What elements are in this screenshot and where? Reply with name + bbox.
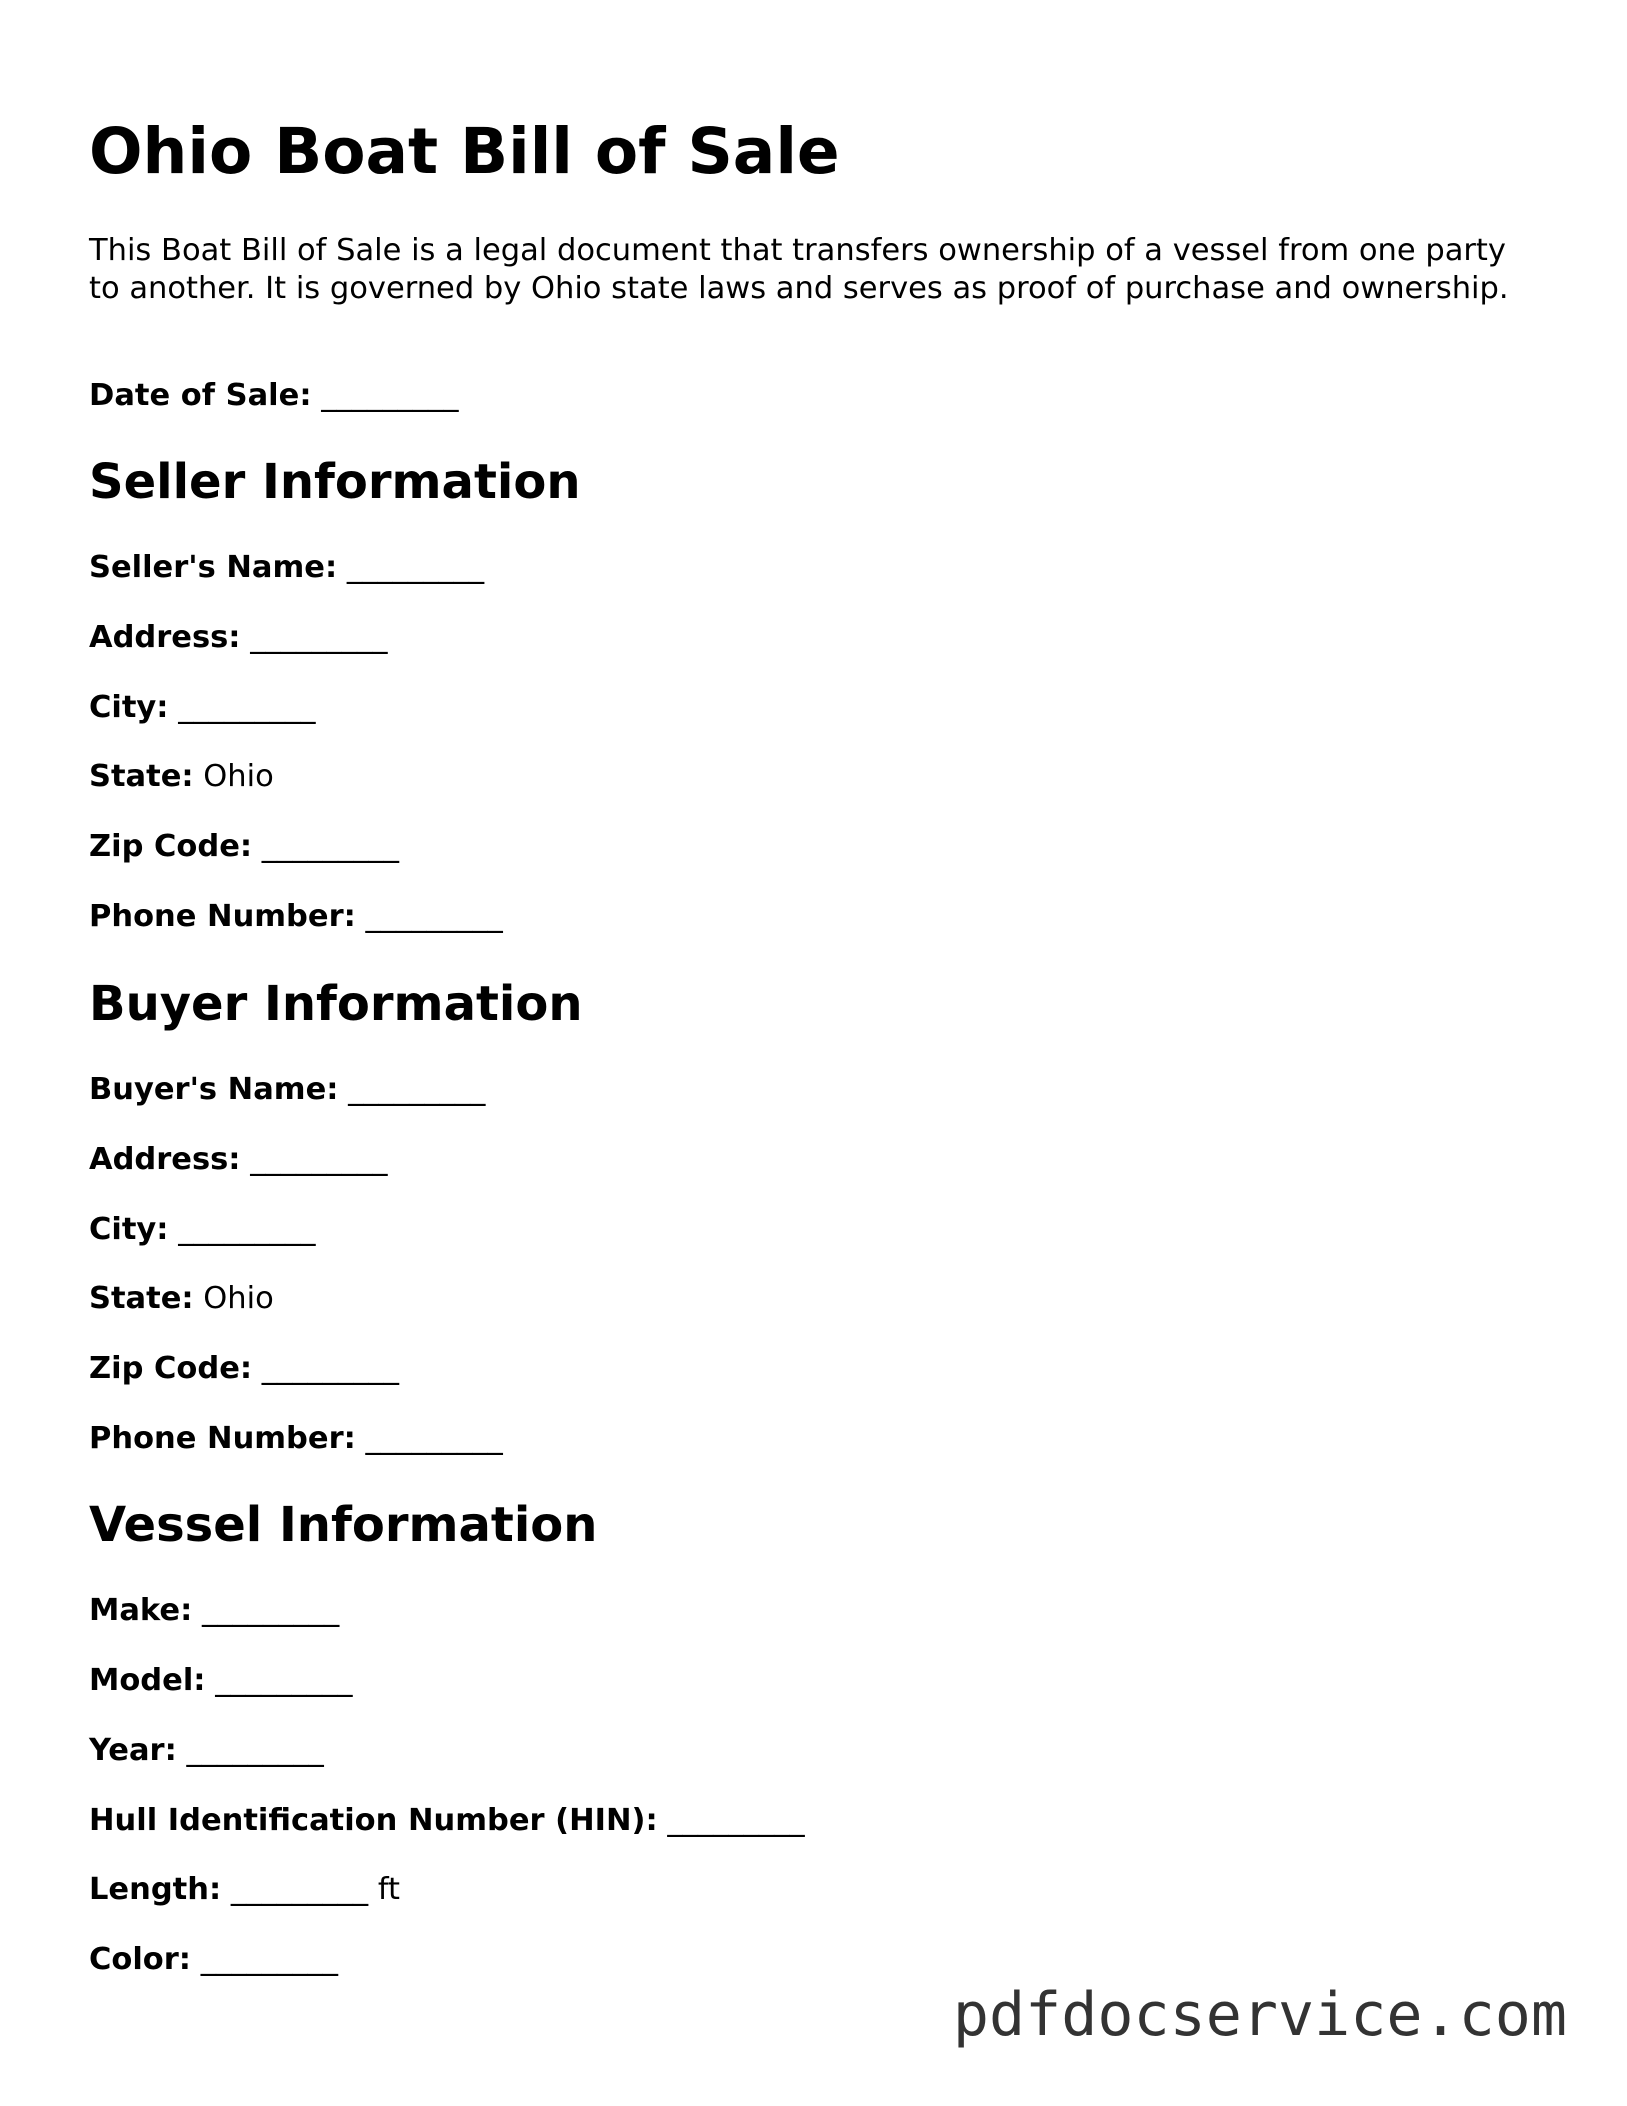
seller-name-blank[interactable]: _________ xyxy=(346,550,485,585)
seller-zip-label: Zip Code: xyxy=(89,829,253,864)
date-of-sale-blank[interactable]: _________ xyxy=(321,378,459,413)
buyer-city-blank[interactable]: _________ xyxy=(178,1212,316,1247)
seller-zip-field xyxy=(89,827,399,867)
date-of-sale-label: Date of Sale: xyxy=(89,378,312,413)
vessel-length-label: Length: xyxy=(89,1872,222,1907)
seller-phone-blank[interactable]: _________ xyxy=(365,899,503,934)
vessel-make-blank[interactable]: _________ xyxy=(201,1593,340,1628)
intro-paragraph: This Boat Bill of Sale is a legal document that transfers ownership of a vessel from one party to another. It is governed by Ohio state laws and serves as proof of purchase and ownership. xyxy=(89,233,1509,306)
seller-address-blank[interactable]: _________ xyxy=(250,620,388,655)
vessel-model-field xyxy=(89,1661,352,1701)
seller-state-value: Ohio xyxy=(203,759,274,794)
seller-state-label: State: xyxy=(89,759,194,794)
seller-heading: Seller Information xyxy=(89,454,581,510)
watermark-text: pdfdocservice.com xyxy=(952,1980,1567,2050)
buyer-state-label: State: xyxy=(89,1281,194,1316)
page-title: Ohio Boat Bill of Sale xyxy=(89,115,840,188)
buyer-phone-field xyxy=(89,1419,503,1459)
buyer-zip-label: Zip Code: xyxy=(89,1351,253,1386)
vessel-color-blank[interactable]: _________ xyxy=(200,1942,338,1977)
vessel-hin-label: Hull Identification Number (HIN): xyxy=(89,1803,658,1838)
buyer-address-field xyxy=(89,1140,387,1180)
buyer-name-field xyxy=(89,1070,485,1110)
buyer-address-label: Address: xyxy=(89,1142,241,1177)
vessel-color-field xyxy=(89,1940,338,1980)
vessel-length-field xyxy=(89,1870,400,1910)
buyer-zip-field xyxy=(89,1349,399,1389)
seller-city-field xyxy=(89,688,315,728)
buyer-phone-blank[interactable]: _________ xyxy=(365,1421,503,1456)
seller-city-blank[interactable]: _________ xyxy=(178,690,316,725)
buyer-name-label: Buyer's Name: xyxy=(89,1072,339,1107)
buyer-state-value: Ohio xyxy=(203,1281,274,1316)
seller-zip-blank[interactable]: _________ xyxy=(261,829,400,864)
vessel-hin-blank[interactable]: _________ xyxy=(667,1803,805,1838)
buyer-phone-label: Phone Number: xyxy=(89,1421,356,1456)
seller-state-field xyxy=(89,757,274,797)
vessel-make-label: Make: xyxy=(89,1593,193,1628)
vessel-year-label: Year: xyxy=(89,1733,177,1768)
seller-name-field xyxy=(89,548,484,588)
seller-address-field xyxy=(89,618,387,658)
vessel-year-blank[interactable]: _________ xyxy=(186,1733,324,1768)
buyer-city-field xyxy=(89,1210,315,1250)
buyer-name-blank[interactable]: _________ xyxy=(348,1072,486,1107)
buyer-heading: Buyer Information xyxy=(89,976,583,1032)
seller-phone-field xyxy=(89,897,503,937)
buyer-city-label: City: xyxy=(89,1212,169,1247)
seller-city-label: City: xyxy=(89,690,169,725)
vessel-model-label: Model: xyxy=(89,1663,206,1698)
vessel-year-field xyxy=(89,1731,324,1771)
vessel-heading: Vessel Information xyxy=(89,1497,598,1553)
seller-name-label: Seller's Name: xyxy=(89,550,338,585)
seller-phone-label: Phone Number: xyxy=(89,899,356,934)
vessel-length-blank[interactable]: _________ xyxy=(230,1872,369,1907)
vessel-make-field xyxy=(89,1591,339,1631)
vessel-hin-field xyxy=(89,1801,805,1841)
date-of-sale-field xyxy=(89,376,458,416)
vessel-length-unit: ft xyxy=(377,1872,400,1907)
seller-address-label: Address: xyxy=(89,620,241,655)
buyer-state-field xyxy=(89,1279,274,1319)
buyer-address-blank[interactable]: _________ xyxy=(250,1142,388,1177)
vessel-model-blank[interactable]: _________ xyxy=(215,1663,353,1698)
vessel-color-label: Color: xyxy=(89,1942,191,1977)
buyer-zip-blank[interactable]: _________ xyxy=(261,1351,400,1386)
